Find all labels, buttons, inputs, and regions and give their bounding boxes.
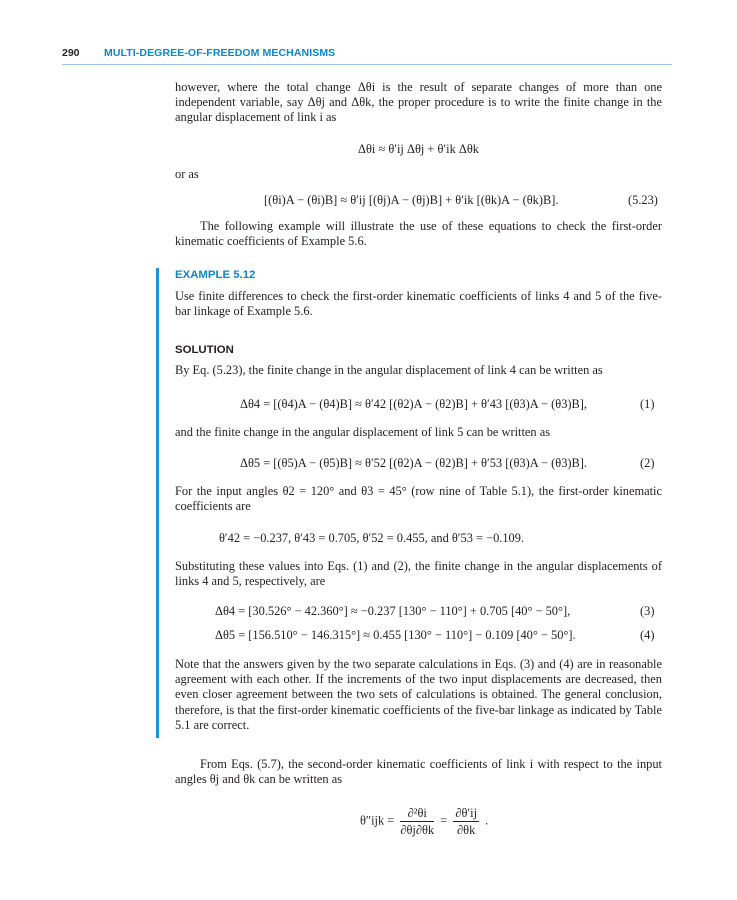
equation-number-4: (4): [640, 628, 655, 642]
fraction-partial-second: [400, 806, 434, 837]
fraction-2-denominator: ∂θk: [457, 823, 476, 837]
solution-heading: SOLUTION: [175, 344, 234, 356]
equation-1: Δθ4 = [(θ4)A − (θ4)B] ≈ θ′42 [(θ2)A − (θ2)B] + θ′43 [(θ3)A − (θ3)B],: [240, 397, 588, 411]
solution-paragraph-2: and the finite change in the angular displacement of link 5 can be written as: [175, 425, 551, 439]
fraction-partial-first: [453, 806, 479, 837]
equation-number-2: (2): [640, 456, 655, 470]
page-number: 290: [62, 47, 80, 59]
equation-2: Δθ5 = [(θ5)A − (θ5)B] ≈ θ′52 [(θ2)A − (θ2)B] + θ′53 [(θ3)A − (θ3)B].: [240, 456, 588, 470]
paragraph-example-intro: The following example will illustrate the use of these equations to check the first-order kinematic coefficients of Example 5.6.: [175, 219, 662, 249]
solution-paragraph-4: Substituting these values into Eqs. (1) and (2), the finite change in the angular displacements of links 4 and 5, respectively, are: [175, 559, 662, 589]
solution-paragraph-5: Note that the answers given by the two separate calculations in Eqs. (3) and (4) are in reasonable agreement with each other. If the increments of the two input displacements are decreased, then even closer agreement between the two sets of calculations is obtained. The general conclusion, therefore, is that the first-order kinematic coefficients of the five-bar linkage as indicated by Table 5.1 are correct.: [175, 657, 662, 732]
coefficient-values: θ′42 = −0.237, θ′43 = 0.705, θ′52 = 0.455, and θ′53 = −0.109.: [219, 531, 525, 545]
equation-5-23: [(θi)A − (θi)B] ≈ θ′ij [(θj)A − (θj)B] + θ′ik [(θk)A − (θk)B].: [264, 193, 559, 207]
fraction-2-numerator: ∂θ′ij: [455, 806, 478, 820]
equation-3: Δθ4 = [30.526° − 42.360°] ≈ −0.237 [130° − 110°] + 0.705 [40° − 50°],: [215, 604, 571, 618]
equation-number-1: (1): [640, 397, 655, 411]
example-margin-bar: [156, 268, 159, 738]
running-header: [62, 44, 672, 65]
example-statement: Use finite differences to check the first-order kinematic coefficients of links 4 and 5 of the five-bar linkage of Example 5.6.: [175, 289, 662, 319]
fraction-1-numerator: ∂²θi: [400, 806, 434, 822]
equation-period: .: [485, 813, 489, 828]
example-title: EXAMPLE 5.12: [175, 269, 256, 281]
solution-paragraph-1: By Eq. (5.23), the finite change in the angular displacement of link 4 can be written as: [175, 363, 603, 377]
equation-total-change: Δθi ≈ θ′ij Δθj + θ′ik Δθk: [358, 142, 479, 156]
equation-4: Δθ5 = [156.510° − 146.315°] ≈ 0.455 [130° − 110°] − 0.109 [40° − 50°].: [215, 628, 576, 642]
solution-paragraph-3: For the input angles θ2 = 120° and θ3 = 45° (row nine of Table 5.1), the first-order kinematic coefficients are: [175, 484, 662, 514]
paragraph-intro: however, where the total change Δθi is the result of separate changes of more than one independent variable, say Δθj and Δθk, the proper procedure is to write the finite change in the angular displacement of link i as: [175, 80, 662, 125]
fraction-1-denominator: ∂θj∂θk: [400, 823, 435, 837]
second-order-lhs: θ″ijk =: [360, 813, 395, 828]
text-or-as: or as: [175, 167, 199, 181]
paragraph-second-order: From Eqs. (5.7), the second-order kinematic coefficients of link i with respect to the input angles θj and θk can be written as: [175, 757, 662, 787]
equation-number-5-23: (5.23): [628, 193, 658, 207]
equation-second-order: [360, 806, 488, 837]
equals-sign: =: [440, 813, 448, 828]
chapter-title: MULTI-DEGREE-OF-FREEDOM MECHANISMS: [104, 47, 336, 59]
equation-number-3: (3): [640, 604, 655, 618]
